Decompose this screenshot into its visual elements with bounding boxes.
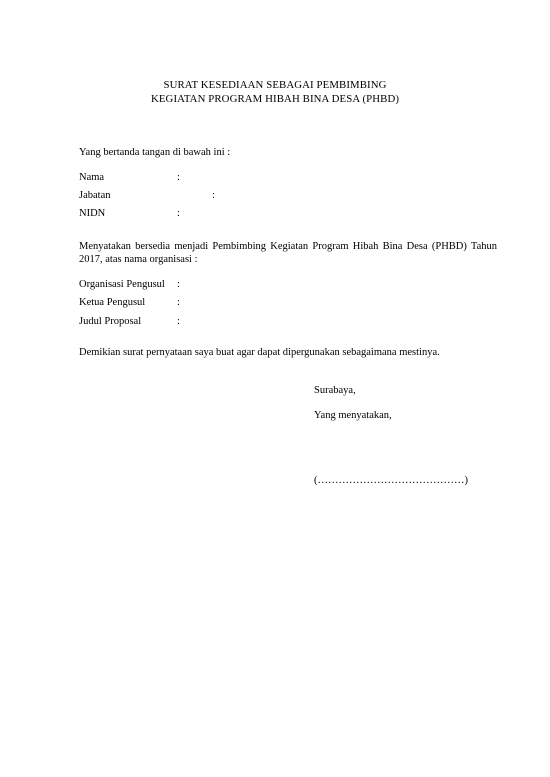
field-colon-jabatan: :: [212, 190, 215, 201]
field-label-nidn: NIDN: [79, 208, 106, 219]
intro-text: Yang bertanda tangan di bawah ini :: [79, 147, 231, 158]
closing-text: Demikian surat pernyataan saya buat agar dapat dipergunakan sebagaimana mestinya.: [79, 347, 440, 358]
field-colon-organisasi-pengusul: :: [177, 279, 180, 290]
field-colon-nama: :: [177, 172, 180, 183]
field-colon-nidn: :: [177, 208, 180, 219]
field-label-judul-proposal: Judul Proposal: [79, 316, 142, 327]
signature-place: Surabaya,: [314, 385, 356, 396]
field-label-organisasi-pengusul: Organisasi Pengusul: [79, 279, 165, 290]
field-label-ketua-pengusul: Ketua Pengusul: [79, 297, 146, 308]
signature-name-placeholder: (……………………………………): [314, 475, 468, 486]
field-colon-judul-proposal: :: [177, 316, 180, 327]
document-title-line-2: KEGIATAN PROGRAM HIBAH BINA DESA (PHBD): [150, 93, 400, 105]
document-title-line-1: SURAT KESEDIAAN SEBAGAI PEMBIMBING: [163, 79, 387, 91]
field-label-nama: Nama: [79, 172, 105, 183]
statement-paragraph: Menyatakan bersedia menjadi Pembimbing Kegiatan Program Hibah Bina Desa (PHBD) Tahun 2017, atas nama organisasi :: [79, 241, 497, 265]
field-label-jabatan: Jabatan: [79, 190, 111, 201]
field-colon-ketua-pengusul: :: [177, 297, 180, 308]
signature-role: Yang menyatakan,: [314, 410, 392, 421]
